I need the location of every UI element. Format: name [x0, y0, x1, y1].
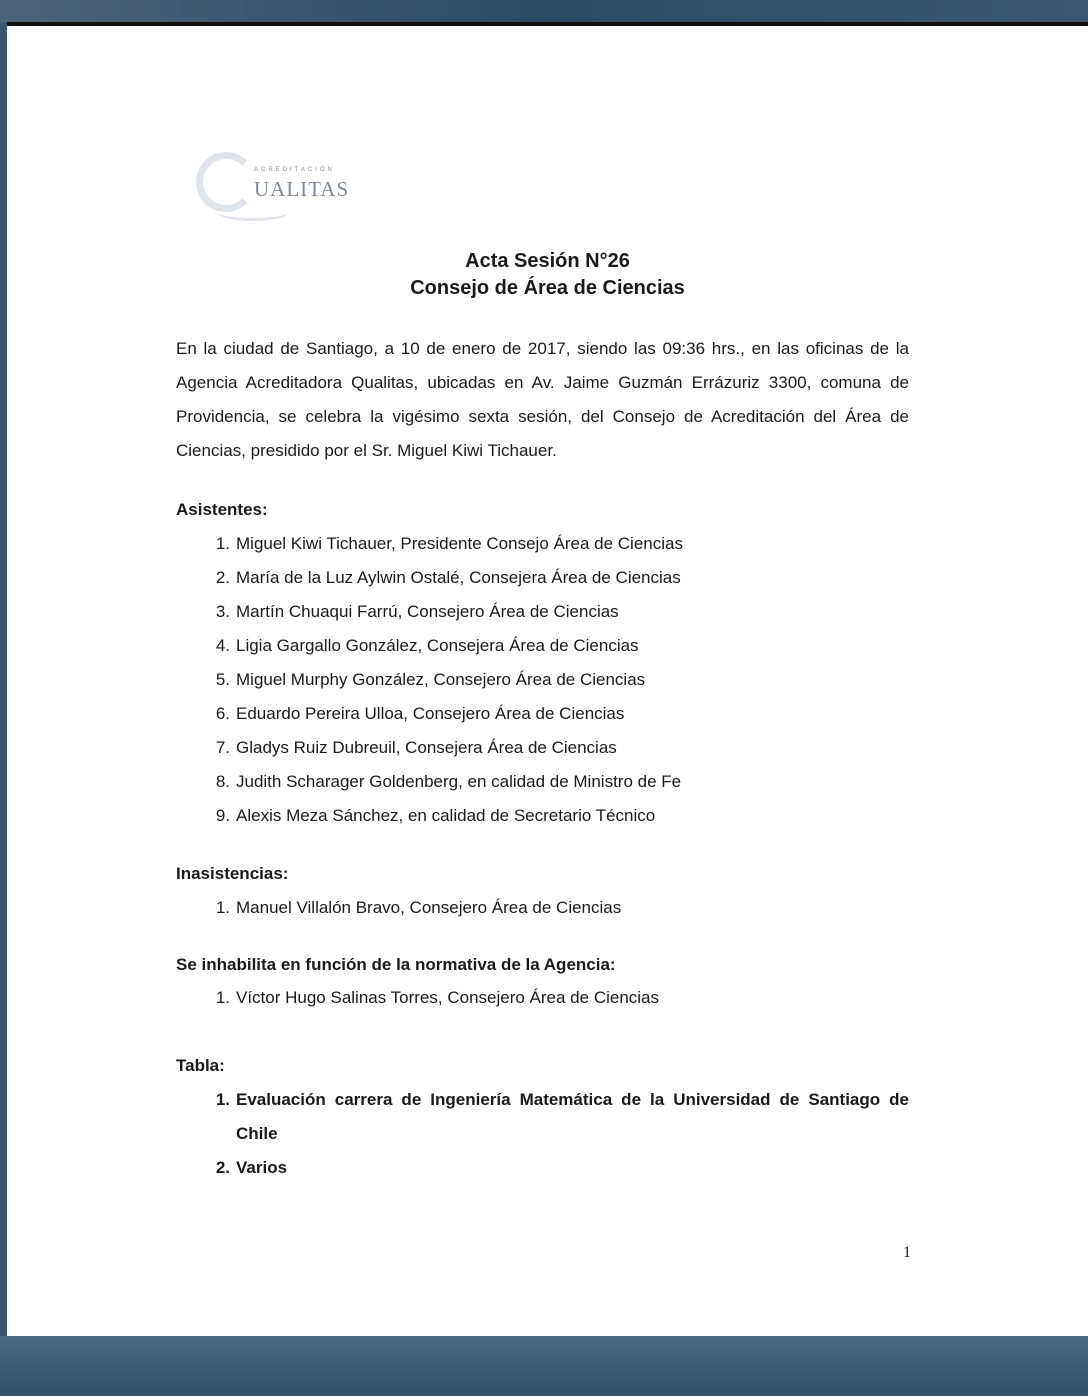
list-text: Miguel Murphy González, Consejero Área de Ciencias — [236, 670, 646, 689]
scan-border-top — [0, 0, 1088, 22]
inhabilita-heading: Se inhabilita en función de la normativa de la Agencia: — [176, 955, 616, 974]
scan-border-bottom — [0, 1336, 1088, 1396]
logo-wordmark: UALITAS — [254, 177, 350, 201]
list-text: Manuel Villalón Bravo, Consejero Área de Ciencias — [236, 898, 622, 917]
page-number: 1 — [903, 1244, 911, 1261]
list-text: Ligia Gargallo González, Consejera Área de Ciencias — [236, 636, 639, 655]
inasistencias-heading: Inasistencias: — [176, 864, 289, 883]
list-number: 3. — [215, 602, 230, 621]
asistente-item — [176, 595, 909, 629]
asistente-item — [176, 629, 909, 663]
asistente-item — [176, 697, 909, 731]
asistente-item — [176, 765, 909, 799]
list-number: 4. — [215, 636, 230, 655]
asistente-item — [176, 561, 909, 595]
tabla-item — [176, 1151, 909, 1185]
tabla-item — [176, 1083, 909, 1151]
logo-q-mark — [196, 152, 256, 212]
list-number: 2. — [215, 1158, 230, 1177]
list-text: Varios — [236, 1158, 288, 1177]
list-number: 2. — [215, 568, 230, 587]
document-subtitle: Consejo de Área de Ciencias — [410, 277, 685, 299]
list-text: Martín Chuaqui Farrú, Consejero Área de Ciencias — [236, 602, 619, 621]
list-number: 8. — [215, 772, 230, 791]
logo-tagline: ACREDITACIÓN — [254, 167, 335, 173]
list-text: Alexis Meza Sánchez, en calidad de Secretario Técnico — [236, 806, 656, 825]
list-number: 1. — [215, 988, 230, 1007]
qualitas-logo — [196, 152, 366, 242]
list-text: Gladys Ruiz Dubreuil, Consejera Área de Ciencias — [236, 738, 617, 757]
list-text: Eduardo Pereira Ulloa, Consejero Área de Ciencias — [236, 704, 625, 723]
logo-q-tail — [218, 204, 288, 221]
list-text: Judith Scharager Goldenberg, en calidad de Ministro de Fe — [236, 772, 682, 791]
list-number: 1. — [215, 534, 230, 553]
list-text: Miguel Kiwi Tichauer, Presidente Consejo Área de Ciencias — [236, 534, 683, 553]
inhabilita-item — [176, 981, 909, 1015]
list-text: Evaluación carrera de Ingeniería Matemática de la Universidad de Santiago de Chile — [236, 1090, 909, 1143]
tabla-heading: Tabla: — [176, 1056, 225, 1075]
list-number: 5. — [215, 670, 230, 689]
list-number: 1. — [215, 1090, 230, 1109]
asistente-item — [176, 663, 909, 697]
asistente-item — [176, 731, 909, 765]
list-number: 9. — [215, 806, 230, 825]
list-number: 1. — [215, 898, 230, 917]
list-text: María de la Luz Aylwin Ostalé, Consejera Área de Ciencias — [236, 568, 681, 587]
asistente-item — [176, 799, 909, 833]
document-title: Acta Sesión N°26 — [465, 250, 630, 272]
intro-paragraph: En la ciudad de Santiago, a 10 de enero de 2017, siendo las 09:36 hrs., en las oficinas de la Agencia Acreditadora Qualitas, ubicadas en Av. Jaime Guzmán Errázuriz 3300, comuna de Providencia, se celebra la vigésimo sexta sesión, del Consejo de Acreditación del Área de Ciencias, presidido por el Sr. Miguel Kiwi Tichauer. — [176, 339, 909, 460]
inasistencia-item — [176, 891, 909, 925]
list-text: Víctor Hugo Salinas Torres, Consejero Área de Ciencias — [236, 988, 660, 1007]
list-number: 6. — [215, 704, 230, 723]
list-number: 7. — [215, 738, 230, 757]
asistentes-heading: Asistentes: — [176, 500, 268, 519]
asistente-item — [176, 527, 909, 561]
